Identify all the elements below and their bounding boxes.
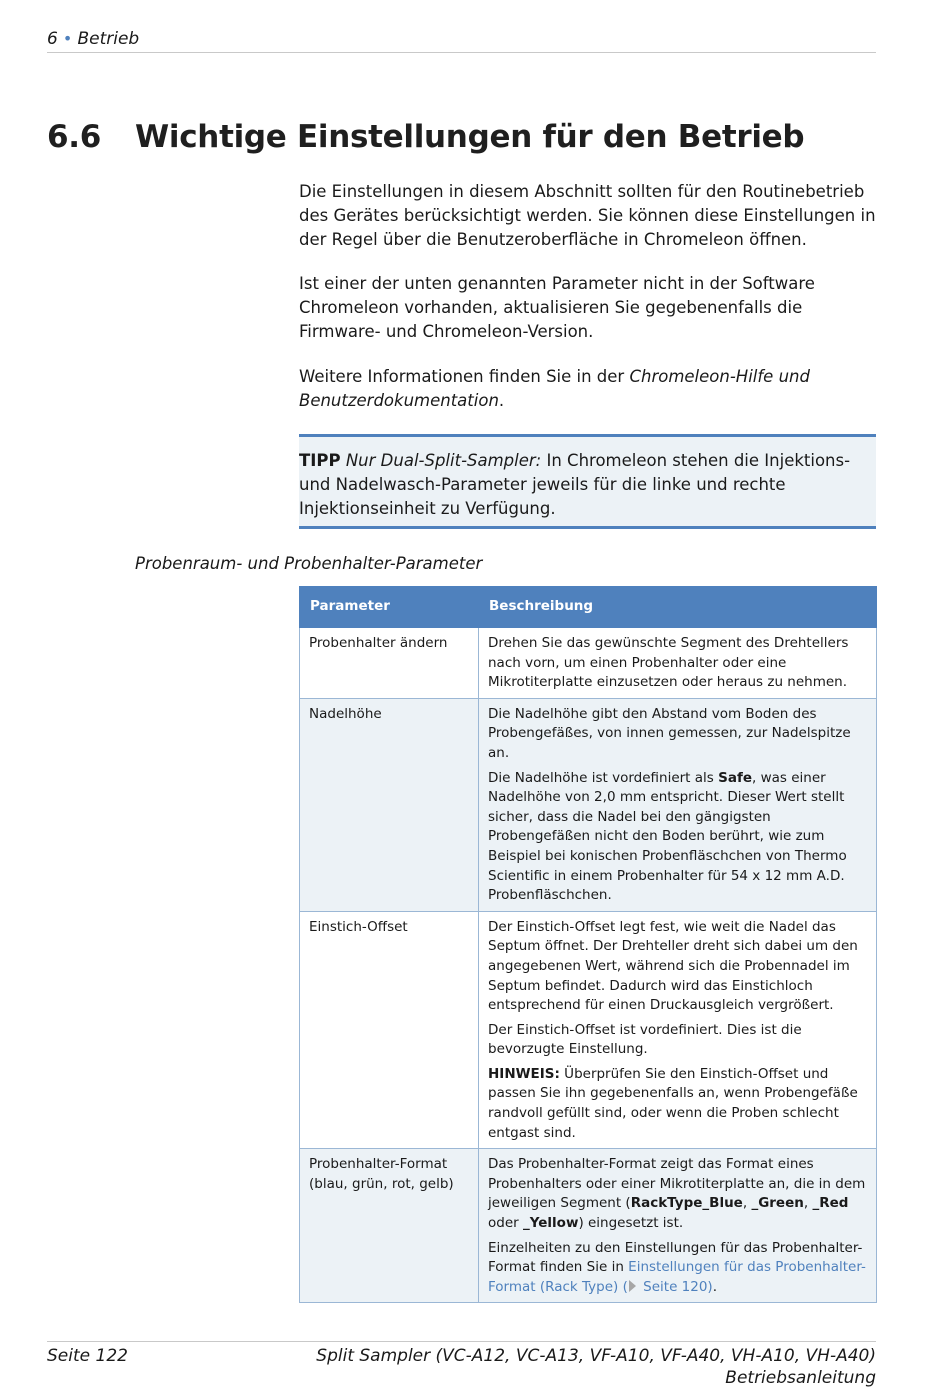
document-info (316, 1345, 876, 1389)
racktype-keyword: _Yellow (522, 1215, 579, 1232)
table-header-row (300, 587, 877, 628)
note-text (488, 1065, 867, 1143)
tip-text: In Chromeleon stehen die Injektions- und Nadelwasch-Parameter jeweils für die linke und rechte Injektionseinheit zu Verfügung. (299, 451, 851, 518)
description-text: Die Nadelhöhe gibt den Abstand vom Boden des Probengefäßes, von innen gemessen, zur Nadelspitze an. (488, 705, 851, 761)
tip-scope: Nur Dual-Split-Sampler: (345, 451, 542, 470)
description-text (488, 769, 867, 906)
text-run: oder (488, 1215, 523, 1232)
page-reference-link[interactable]: Seite 120) (638, 1278, 713, 1295)
text-run: Das Probenhalter-Format zeigt das Format eines Probenhalters oder einer Mikrotiterplatte an, die in dem jeweiligen Segment ( (488, 1156, 866, 1212)
racktype-keyword: _Green (751, 1195, 804, 1212)
param-cell: Nadelhöhe (300, 698, 479, 911)
table-caption: Probenraum- und Probenhalter-Parameter (135, 554, 483, 573)
tip-box (299, 434, 876, 529)
page-number: Seite 122 (47, 1346, 128, 1366)
rack-type-link[interactable]: Einstellungen für das Probenhalter-Format (Rack Type) (488, 1259, 866, 1295)
section-title: Wichtige Einstellungen für den Betrieb (135, 119, 805, 155)
racktype-keyword: _Red (812, 1195, 849, 1212)
text-run: , was einer Nadelhöhe von 2,0 mm entspricht. Dieser Wert stellt sicher, dass die Nadel bei den gängigsten Probengefäßen nicht den Boden berührt, wie zum Beispiel bei konischen Probenfläschchen von Thermo Scientific in einem Probenhalter für 54 x 12 mm A.D. Probenfläschchen. (488, 769, 847, 904)
text-run: Die Nadelhöhe ist vordefiniert als (488, 769, 719, 786)
text-run: ) eingesetzt ist. (578, 1215, 684, 1232)
table-row (300, 911, 877, 1149)
text-run: , (803, 1195, 813, 1212)
description-text: Der Einstich-Offset legt fest, wie weit die Nadel das Septum öffnet. Der Drehteller dreht sich dabei um den angegebenen Wert, während sich die Probennadel im Septum befindet. Dadurch wird das Einstichloch entsprechend für einen Druckausgleich vergrößert. (488, 918, 858, 1014)
info-prefix: Weitere Informationen finden Sie in der (299, 367, 630, 386)
text-run: Einzelheiten zu den Einstellungen für das Probenhalter-Format finden Sie in (488, 1239, 863, 1276)
page-footer (47, 1341, 876, 1388)
description-cell: Drehen Sie das gewünschte Segment des Drehtellers nach vorn, um einen Probenhalter oder eine Mikrotiterplatte einzusetzen oder heraus zu nehmen. (479, 628, 877, 699)
product-name: Split Sampler (VC-A12, VC-A13, VF-A10, VF-A40, VH-A10, VH-A40) (316, 1346, 876, 1366)
text-run: , (742, 1195, 752, 1212)
param-cell: Probenhalter ändern (300, 628, 479, 699)
section-number: 6.6 (47, 119, 102, 155)
info-paragraph (299, 365, 876, 413)
param-cell: Probenhalter-Format (blau, grün, rot, gelb) (300, 1149, 479, 1303)
parameter-table (299, 586, 877, 1303)
note-label: HINWEIS: (488, 1065, 560, 1082)
description-cell (479, 911, 877, 1149)
description-text (488, 1155, 867, 1233)
tip-label: TIPP (299, 451, 341, 470)
column-header-description: Beschreibung (479, 587, 877, 628)
description-text: Der Einstich-Offset ist vordefiniert. Dies ist die bevorzugte Einstellung. (488, 1021, 802, 1058)
section-heading (47, 115, 907, 159)
safe-keyword: Safe (718, 769, 752, 786)
update-paragraph: Ist einer der unten genannten Parameter nicht in der Software Chromeleon vorhanden, aktualisieren Sie gegebenenfalls die Firmware- und Chromeleon-Version. (299, 274, 815, 341)
table-row (300, 628, 877, 699)
text-run: . (712, 1278, 717, 1295)
description-cell (479, 1149, 877, 1303)
info-suffix: . (498, 391, 505, 410)
header-bullet: • (62, 29, 73, 48)
chapter-title: Betrieb (77, 29, 140, 49)
table-row (300, 1149, 877, 1303)
link-paren: ( (618, 1278, 628, 1295)
page-reference-arrow-icon (629, 1280, 636, 1292)
param-cell: Einstich-Offset (300, 911, 479, 1149)
page-header (47, 28, 876, 53)
intro-paragraph: Die Einstellungen in diesem Abschnitt sollten für den Routinebetrieb des Gerätes berücksichtigt werden. Sie können diese Einstellungen in der Regel über die Benutzeroberfläche in Chromeleon öffnen. (299, 182, 876, 249)
document-type: Betriebsanleitung (725, 1368, 876, 1388)
text-run: Überprüfen Sie den Einstich-Offset und passen Sie ihn gegebenenfalls an, wenn Probengefäße randvoll gefüllt sind, oder wenn die Proben schlecht entgast sind. (488, 1065, 858, 1141)
column-header-parameter: Parameter (300, 587, 479, 628)
description-cell (479, 698, 877, 911)
chapter-number: 6 (47, 29, 58, 49)
racktype-keyword: RackType_Blue (630, 1195, 743, 1212)
info-reference: Chromeleon-Hilfe und Benutzerdokumentation (299, 367, 810, 410)
table-row (300, 698, 877, 911)
description-text (488, 1239, 867, 1298)
